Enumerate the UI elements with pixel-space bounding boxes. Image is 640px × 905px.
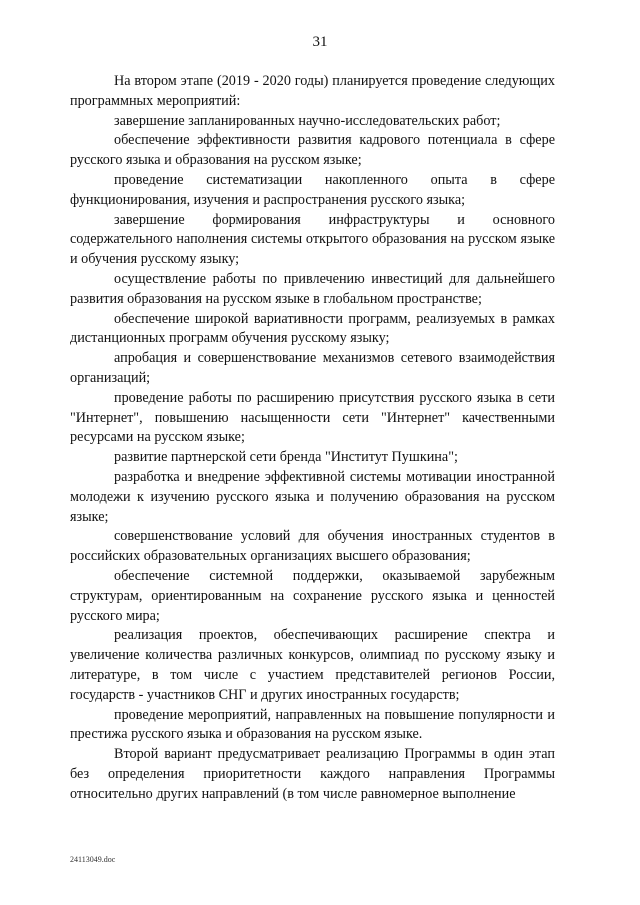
paragraph: завершение запланированных научно-исследовательских работ; — [114, 112, 501, 129]
paragraph: осуществление работы по привлечению инвестиций для дальнейшего развития образования на русском языке в глобальном пространстве; — [70, 270, 555, 307]
paragraph: обеспечение системной поддержки, оказываемой зарубежным структурам, ориентированным на сохранение русского языка и ценностей русского мира; — [70, 567, 555, 624]
paragraph: обеспечение широкой вариативности программ, реализуемых в рамках дистанционных программ обучения русскому языку; — [70, 310, 555, 347]
document-body — [70, 72, 555, 804]
paragraph: разработка и внедрение эффективной системы мотивации иностранной молодежи к изучению русского языка и получению образования на русском языке; — [70, 468, 555, 525]
paragraph: совершенствование условий для обучения иностранных студентов в российских образовательных организациях высшего образования; — [70, 528, 555, 565]
footer-file-code: 24113049.doc — [70, 855, 116, 864]
paragraph: проведение работы по расширению присутствия русского языка в сети "Интернет", повышению насыщенности сети "Интернет" качественными ресурсами на русском языке; — [70, 389, 555, 446]
paragraph: развитие партнерской сети бренда "Институт Пушкина"; — [114, 449, 458, 466]
paragraph: Второй вариант предусматривает реализацию Программы в один этап без определения приоритетности каждого направления Программы относительно других направлений (в том числе равномерное выполнение — [70, 746, 555, 802]
paragraph: проведение мероприятий, направленных на повышение популярности и престижа русского языка и образования на русском языке. — [70, 706, 555, 743]
paragraph: реализация проектов, обеспечивающих расширение спектра и увеличение количества различных конкурсов, олимпиад по русскому языку и литературе, в том числе с участием представителей регионов России, государств - участников СНГ и других иностранных государств; — [70, 627, 555, 703]
paragraph: На втором этапе (2019 - 2020 годы) планируется проведение следующих программных мероприятий: — [70, 73, 555, 109]
paragraph: завершение формирования инфраструктуры и основного содержательного наполнения системы открытого образования на русском языке и обучения русскому языку; — [70, 211, 555, 268]
paragraph: апробация и совершенствование механизмов сетевого взаимодействия организаций; — [70, 350, 555, 386]
paragraph: проведение систематизации накопленного опыта в сфере функционирования, изучения и распространения русского языка; — [70, 171, 555, 208]
page-number: 31 — [312, 34, 328, 50]
paragraph: обеспечение эффективности развития кадрового потенциала в сфере русского языка и образования на русском языке; — [70, 132, 555, 169]
